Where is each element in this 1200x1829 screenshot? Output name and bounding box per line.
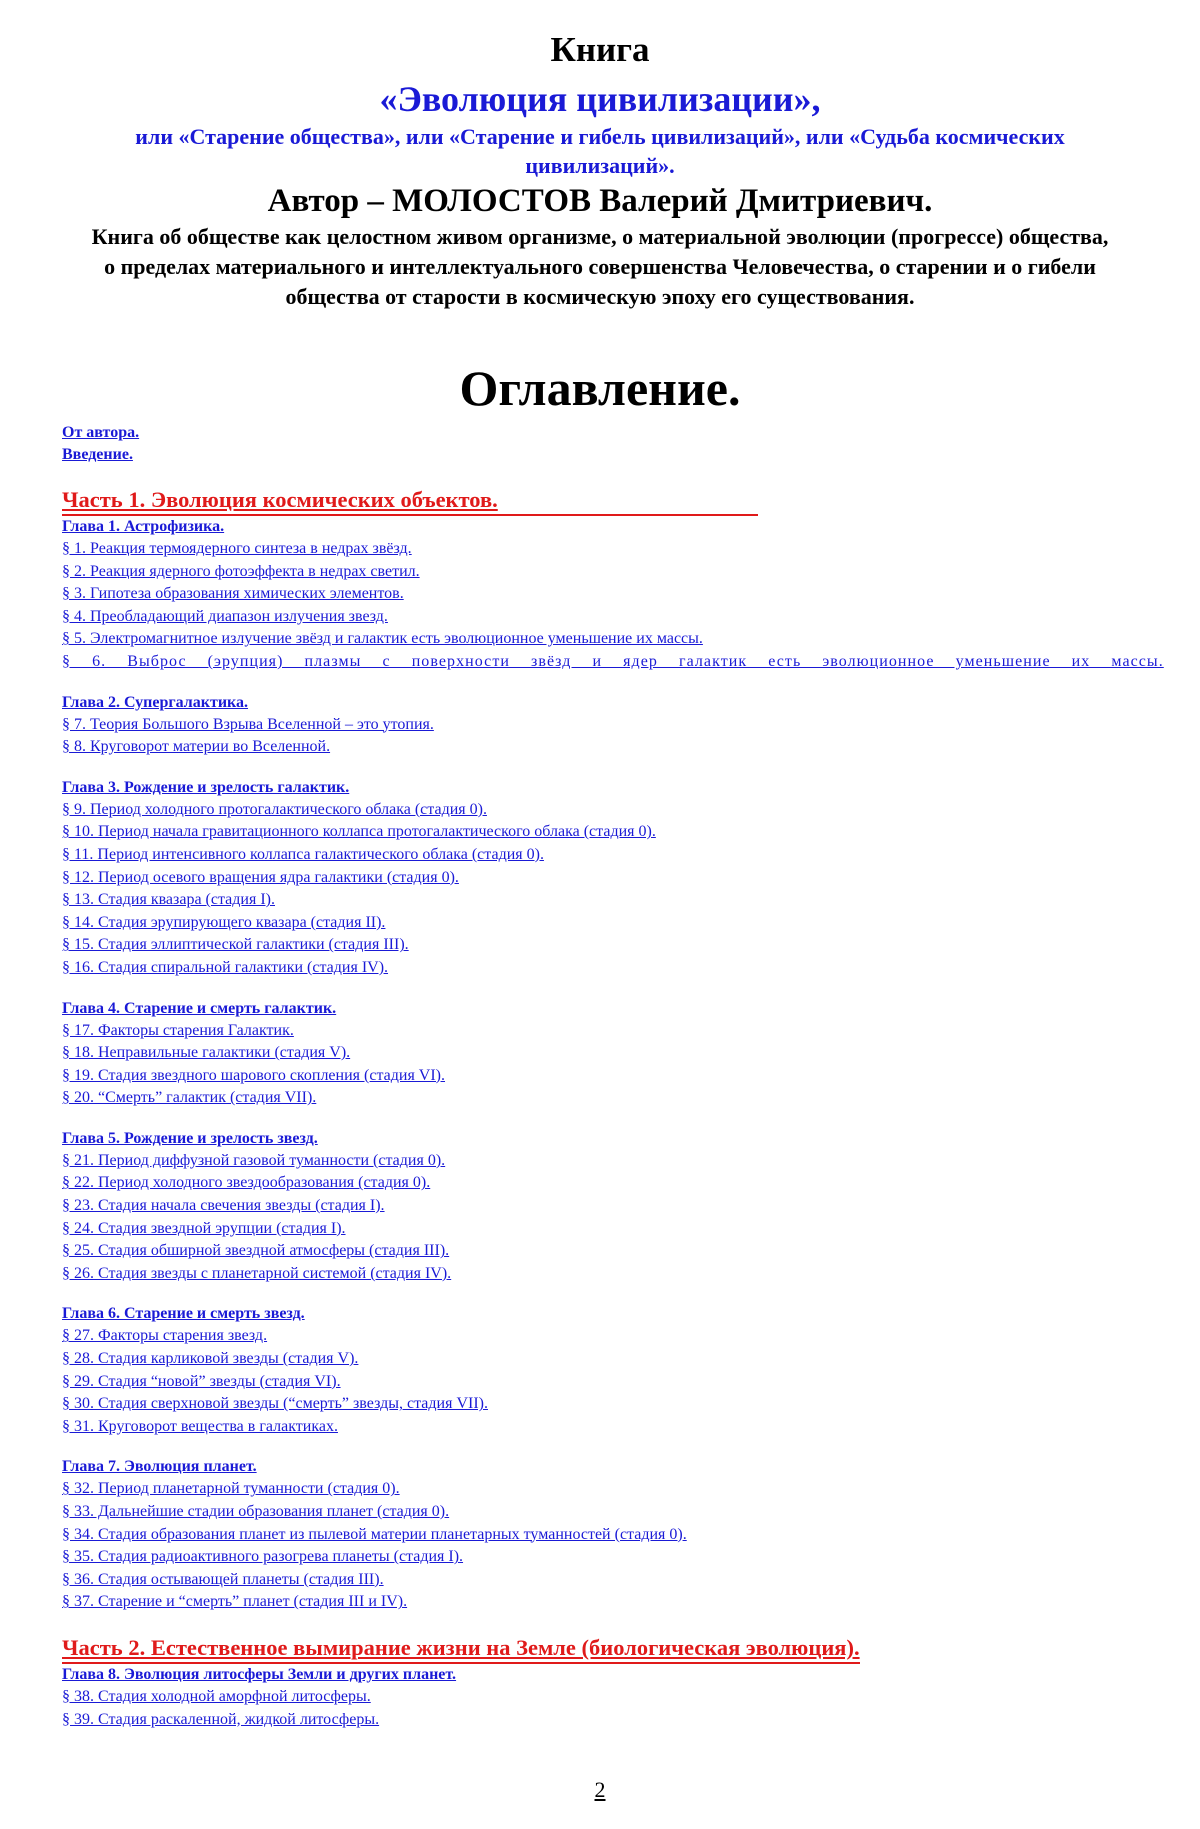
toc-section-12[interactable]: § 12. Период осевого вращения ядра галактики (стадия 0). — [62, 868, 459, 886]
toc-section-28[interactable]: § 28. Стадия карликовой звезды (стадия V). — [62, 1350, 359, 1368]
toc-section-31[interactable]: § 31. Круговорот вещества в галактиках. — [62, 1417, 338, 1435]
toc-link-from-author[interactable]: От автора. — [62, 424, 140, 441]
toc-part-2[interactable]: Часть 2. Естественное вымирание жизни на Земле (биологическая эволюция). — [62, 1634, 860, 1664]
toc-section-14[interactable]: § 14. Стадия эрупирующего квазара (стадия II). — [62, 913, 386, 931]
toc-section-3[interactable]: § 3. Гипотеза образования химических элементов. — [62, 585, 404, 603]
toc-section-21[interactable]: § 21. Период диффузной газовой туманности (стадия 0). — [62, 1151, 446, 1169]
table-of-contents — [62, 422, 1164, 1731]
toc-section-6[interactable]: § 6. Выброс (эрупция) плазмы с поверхности звёзд и ядер галактик есть эволюционное уменьшение их массы. — [62, 652, 1164, 670]
toc-section-5[interactable]: § 5. Электромагнитное излучение звёзд и галактик есть эволюционное уменьшение их массы. — [62, 630, 703, 648]
toc-section-27[interactable]: § 27. Факторы старения звезд. — [62, 1327, 268, 1345]
toc-section-17[interactable]: § 17. Факторы старения Галактик. — [62, 1021, 294, 1039]
toc-chapter-6[interactable]: Глава 6. Старение и смерть звезд. — [62, 1305, 305, 1323]
toc-section-18[interactable]: § 18. Неправильные галактики (стадия V). — [62, 1044, 351, 1062]
toc-section-16[interactable]: § 16. Стадия спиральной галактики (стадия IV). — [62, 958, 389, 976]
toc-section-19[interactable]: § 19. Стадия звездного шарового скопления (стадия VI). — [62, 1066, 446, 1084]
book-title: «Эволюция цивилизации», — [379, 79, 821, 119]
toc-section-1[interactable]: § 1. Реакция термоядерного синтеза в недрах звёзд. — [62, 540, 412, 557]
toc-section-26[interactable]: § 26. Стадия звезды с планетарной системой (стадия IV). — [62, 1264, 452, 1282]
toc-part-1[interactable]: Часть 1. Эволюция космических объектов. — [62, 486, 758, 516]
toc-chapter-3[interactable]: Глава 3. Рождение и зрелость галактик. — [62, 778, 350, 796]
toc-section-24[interactable]: § 24. Стадия звездной эрупции (стадия I). — [62, 1219, 346, 1237]
toc-section-7[interactable]: § 7. Теория Большого Взрыва Вселенной – это утопия. — [62, 715, 434, 733]
toc-chapter-4[interactable]: Глава 4. Старение и смерть галактик. — [62, 999, 337, 1017]
toc-section-39[interactable]: § 39. Стадия раскаленной, жидкой литосферы. — [62, 1710, 380, 1728]
toc-section-37[interactable]: § 37. Старение и “смерть” планет (стадия III и IV). — [62, 1593, 408, 1611]
toc-chapter-5[interactable]: Глава 5. Рождение и зрелость звезд. — [62, 1129, 318, 1147]
toc-section-30[interactable]: § 30. Стадия сверхновой звезды (“смерть” звезды, стадия VII). — [62, 1395, 488, 1413]
toc-section-15[interactable]: § 15. Стадия эллиптической галактики (стадия III). — [62, 936, 409, 954]
toc-section-11[interactable]: § 11. Период интенсивного коллапса галактического облака (стадия 0). — [62, 845, 544, 863]
toc-section-13[interactable]: § 13. Стадия квазара (стадия I). — [62, 891, 275, 909]
toc-section-10[interactable]: § 10. Период начала гравитационного коллапса протогалактического облака (стадия 0). — [62, 823, 656, 841]
book-label: Книга — [550, 30, 650, 69]
book-author: Автор – МОЛОСТОВ Валерий Дмитриевич. — [267, 183, 933, 219]
toc-section-25[interactable]: § 25. Стадия обширной звездной атмосферы (стадия III). — [62, 1242, 450, 1260]
toc-section-4[interactable]: § 4. Преобладающий диапазон излучения звезд. — [62, 607, 388, 625]
toc-section-34[interactable]: § 34. Стадия образования планет из пылевой материи планетарных туманностей (стадия 0). — [62, 1525, 687, 1543]
toc-section-35[interactable]: § 35. Стадия радиоактивного разогрева планеты (стадия I). — [62, 1548, 464, 1566]
toc-section-2[interactable]: § 2. Реакция ядерного фотоэффекта в недрах светил. — [62, 562, 420, 580]
toc-section-9[interactable]: § 9. Период холодного протогалактического облака (стадия 0). — [62, 800, 487, 818]
toc-chapter-8[interactable]: Глава 8. Эволюция литосферы Земли и других планет. — [62, 1665, 457, 1683]
toc-chapter-7[interactable]: Глава 7. Эволюция планет. — [62, 1458, 257, 1476]
toc-section-29[interactable]: § 29. Стадия “новой” звезды (стадия VI). — [62, 1372, 341, 1390]
page-number: 2 — [594, 1777, 606, 1802]
toc-chapter-1[interactable]: Глава 1. Астрофизика. — [62, 518, 225, 535]
toc-chapter-2[interactable]: Глава 2. Супергалактика. — [62, 693, 249, 711]
book-description: Книга об обществе как целостном живом организме, о материальной эволюции (прогрессе) общества, о пределах материального и интеллектуального совершенства Человечества, о старении и о гибели общества от старости в космическую эпоху его существования. — [91, 224, 1109, 309]
toc-section-38[interactable]: § 38. Стадия холодной аморфной литосферы. — [62, 1687, 371, 1705]
toc-section-36[interactable]: § 36. Стадия остывающей планеты (стадия III). — [62, 1570, 384, 1588]
toc-section-23[interactable]: § 23. Стадия начала свечения звезды (стадия I). — [62, 1197, 385, 1215]
book-alt-titles: или «Старение общества», или «Старение и гибель цивилизаций», или «Судьба космических цивилизаций». — [135, 124, 1065, 178]
toc-section-22[interactable]: § 22. Период холодного звездообразования (стадия 0). — [62, 1174, 431, 1192]
toc-link-introduction[interactable]: Введение. — [62, 446, 133, 463]
toc-section-33[interactable]: § 33. Дальнейшие стадии образования планет (стадия 0). — [62, 1503, 450, 1520]
toc-heading: Оглавление. — [459, 360, 741, 416]
toc-section-8[interactable]: § 8. Круговорот материи во Вселенной. — [62, 738, 331, 756]
toc-section-32[interactable]: § 32. Период планетарной туманности (стадия 0). — [62, 1480, 400, 1498]
toc-section-20[interactable]: § 20. “Смерть” галактик (стадия VII). — [62, 1089, 317, 1107]
